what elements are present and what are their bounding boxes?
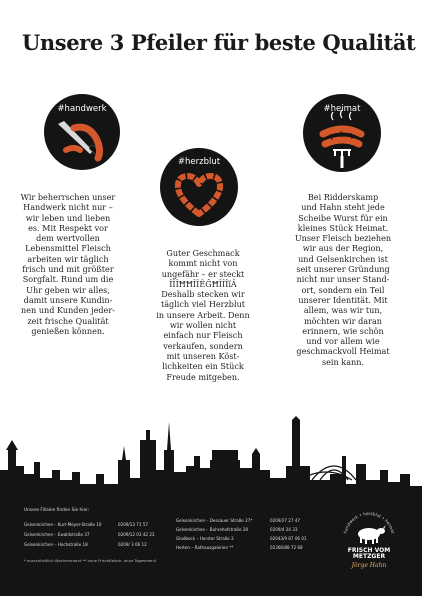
text-line: ungefähr – er steckt — [161, 268, 245, 279]
text-line: damit unsere Kundin- — [23, 294, 113, 305]
text-line: und Hahn steht jede — [301, 202, 385, 213]
text-line: lichkeiten ein Stück — [162, 361, 244, 372]
text-line: einfach nur Fleisch — [163, 330, 243, 341]
branch-name: Gelsenkirchen – Dessauer Straße 27* — [176, 518, 253, 523]
text-line: Bei Ridderskamp — [307, 192, 379, 202]
text-line: Unser Fleisch beziehen — [294, 233, 392, 244]
branch-phone: 02043/9 87 06 01 — [270, 536, 307, 541]
handwerk-badge — [44, 94, 120, 170]
text-line: erinnern, wie schön — [302, 325, 384, 336]
bull-icon — [358, 525, 386, 544]
text-line: Handwerk nicht nur – — [23, 202, 113, 213]
herzblut-tag: #herzblut — [177, 157, 221, 167]
logo-wordmark-line: METZGER — [352, 553, 386, 561]
text-line: sein kann. — [321, 356, 365, 367]
text-line: allem, was wir tun, — [303, 305, 383, 316]
text-line: und Gelsenkirchen ist — [298, 253, 388, 264]
logo-signature: Jörge Hahn — [351, 562, 387, 569]
branch-phone: 0209/ 3 06 12 — [118, 542, 147, 547]
text-line: und vor allem wie — [306, 336, 380, 347]
text-line: verkaufen, sondern — [163, 340, 243, 351]
herzblut-badge — [160, 148, 238, 226]
text-line: ÎÎÎĦĦÎÎÊĜĦÎÎÎĩÂ — [169, 278, 237, 289]
handwerk-text — [14, 192, 122, 336]
text-line: seit unserer Gründung — [296, 264, 390, 275]
branch-name: Gelsenkirchen – Buhrehofstraße 28 — [176, 527, 248, 532]
branch-name: Gelsenkirchen – Ewaldstraße 37 — [24, 532, 90, 537]
branch-name: Gelsenkirchen – Kurt-Meyer-Straße 10 — [24, 522, 102, 527]
heimat-text — [284, 192, 402, 367]
branch-phone: 0209/27 27 47 — [270, 518, 301, 523]
heart-sausage-icon — [160, 148, 238, 226]
branch-phone: 02366/88 72 68 — [270, 545, 303, 550]
logo-arc-text: handwerk • herzblut • heimat — [342, 510, 396, 535]
logo-emblem — [340, 504, 398, 548]
branch-phone: 0209/12 03 42 23 — [118, 532, 155, 537]
text-line: wir wollen nicht — [169, 320, 237, 331]
footer — [0, 490, 422, 596]
heimat-badge — [303, 94, 381, 172]
herzblut-text — [147, 248, 259, 382]
text-line: Scheibe Wurst für ein — [298, 212, 388, 223]
text-line: unserer Identität. Mit — [298, 294, 388, 305]
text-line: genießen können. — [31, 325, 105, 336]
text-line: Deshalb stecken wir — [161, 289, 245, 300]
branch-phone: 0209/13 71 57 — [118, 522, 149, 527]
text-line: kommt nicht von — [168, 258, 238, 269]
text-line: es. Mit Respekt vor — [28, 222, 108, 233]
text-line: möchten wir daran — [304, 315, 382, 326]
text-line: in unsere Arbeit. Denn — [156, 309, 250, 320]
text-line: nen und Kunden jeder- — [21, 305, 115, 316]
text-line: wir aus der Region, — [302, 243, 384, 254]
logo-wordmark-line: FRISCH VOM — [347, 547, 391, 554]
text-line: Sorgfalt. Rund um die — [22, 274, 114, 285]
text-line: kleines Stück Heimat. — [297, 222, 389, 233]
text-line: täglich viel Herzblut — [160, 299, 246, 310]
text-line: dem wertvollen — [36, 233, 100, 244]
text-line: Guter Geschmack — [166, 248, 240, 258]
text-line: Lebensmittel Fleisch — [25, 243, 111, 254]
text-line: Wir beherrschen unser — [20, 192, 116, 202]
text-line: arbeiten wir täglich — [27, 253, 109, 264]
branch-name: Herten – Rathausgalerien ** — [176, 545, 234, 550]
branch-name: Gladbeck – Horster Straße 2 — [176, 536, 234, 541]
text-line: wir leben und lieben — [25, 212, 111, 223]
page-title: Unsere 3 Pfeiler für beste Qualität — [22, 30, 416, 55]
branch-name: Gelsenkirchen – Hochstraße 18 — [24, 542, 88, 547]
branches-heading: Unsere Filialen finden Sie hier: — [24, 508, 90, 513]
text-line: nicht nur unser Stand- — [296, 274, 390, 285]
text-line: zeit frische Qualität — [27, 315, 109, 326]
brand-logo — [340, 504, 398, 584]
handwerk-tag: #handwerk — [57, 104, 107, 114]
text-line: frisch und mit größter — [22, 264, 114, 275]
city-skyline-illustration — [0, 400, 422, 500]
knife-sausage-icon — [44, 94, 120, 170]
logo-wordmark — [340, 548, 398, 561]
text-line: ort, sondern ein Teil — [301, 284, 385, 295]
text-line: Uhr geben wir alles, — [26, 284, 110, 295]
branch-phone: 0209/4 24 33 — [270, 527, 298, 532]
text-line: Freude mitgeben. — [166, 371, 240, 382]
grill-fork-icon — [303, 94, 381, 172]
text-line: mit unseren Köst- — [166, 350, 240, 361]
heimat-tag: #heimat — [323, 104, 361, 114]
footnote: * ausschließlich Wochenmarkt ** ohne Frischfleisch, ohne Tagesmenü — [24, 558, 157, 563]
text-line: geschmackvoll Heimat — [296, 346, 390, 357]
